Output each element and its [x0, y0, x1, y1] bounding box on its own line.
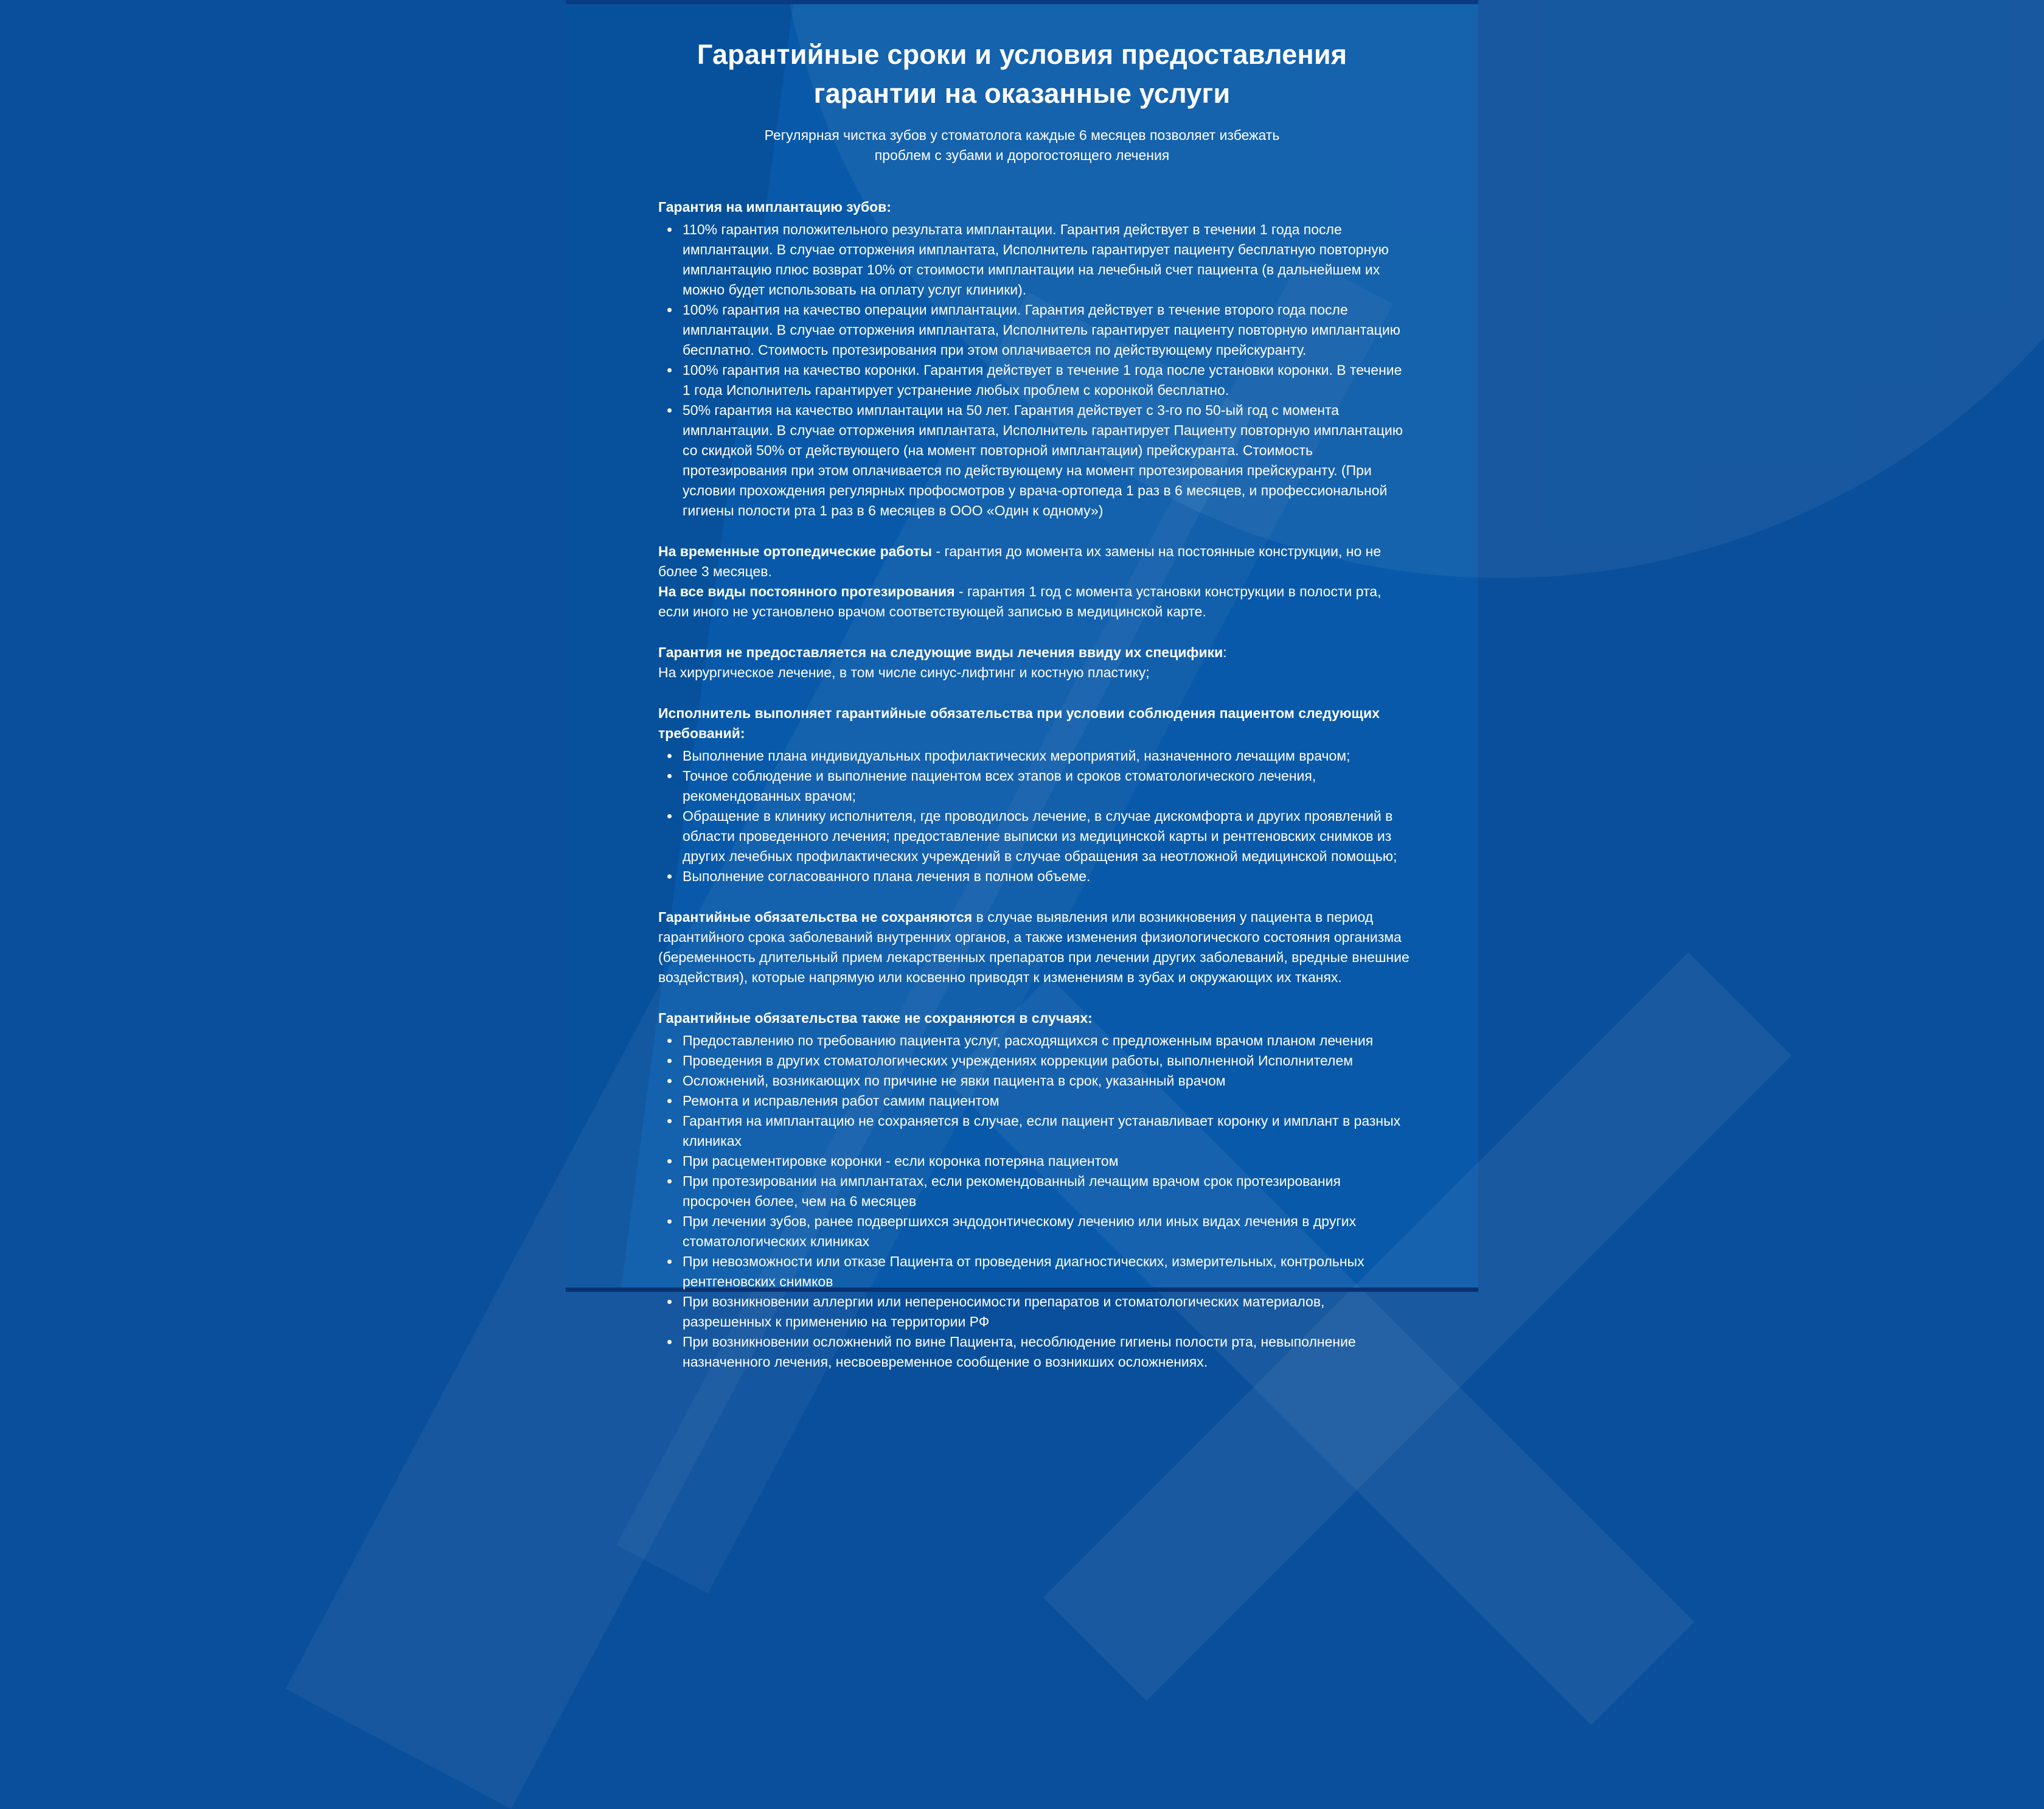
- section-heading-void-cases: Гарантийные обязательства также не сохраняются в случаях:: [658, 1010, 1093, 1026]
- list-item: При протезировании на имплантатах, если рекомендованный лечащим врачом срок протезирования просрочен более, чем на 6 месяцев: [658, 1171, 1411, 1211]
- list-item: 100% гарантия на качество операции имплантации. Гарантия действует в течение второго года после имплантации. В случае отторжения имплантата, Исполнитель гарантирует пациенту повторную имплантацию бесплатно. Стоимость протезирования при этом оплачивается по действующему прейскуранту.: [658, 300, 1411, 360]
- page-title-line-1: Гарантийные сроки и условия предоставления: [697, 39, 1347, 70]
- temp-ortho-lead: На временные ортопедические работы: [658, 543, 933, 559]
- list-item: 50% гарантия на качество имплантации на 50 лет. Гарантия действует с 3-го по 50-ый год с момента имплантации. В случае отторжения имплантата, Исполнитель гарантирует Пациенту повторную имплантацию со скидкой 50% от действующего (на момент повторной имплантации) прейскуранта. Стоимость протезирования при этом оплачивается по действующему на момент протезирования прейскуранту. (При условии прохождения регулярных профосмотров у врача-ортопеда 1 раз в 6 месяцев, и профессиональной гигиены полости рта 1 раз в 6 месяцев в ООО «Один к одному»): [658, 400, 1411, 521]
- list-item: Точное соблюдение и выполнение пациентом всех этапов и сроков стоматологического лечения, рекомендованных врачом;: [658, 766, 1411, 806]
- list-item: При невозможности или отказе Пациента от проведения диагностических, измерительных, контрольных рентгеновских снимков: [658, 1252, 1411, 1292]
- no-warranty-text: На хирургическое лечение, в том числе синус-лифтинг и костную пластику;: [658, 664, 1150, 680]
- permanent-prosthetics-paragraph: [658, 582, 1411, 622]
- warranty-terms-document: [566, 0, 1478, 1370]
- list-item: 100% гарантия на качество коронки. Гарантия действует в течение 1 года после установки коронки. В течение 1 года Исполнитель гарантирует устранение любых проблем с коронкой бесплатно.: [658, 360, 1411, 400]
- list-item: Обращение в клинику исполнителя, где проводилось лечение, в случае дискомфорта и других проявлений в области проведенного лечения; предоставление выписки из медицинской карты и рентгеновских снимков из других лечебных профилактических учреждений в случае обращения за неотложной медицинской помощью;: [658, 806, 1411, 866]
- void-warranty-lead: Гарантийные обязательства не сохраняются: [658, 909, 973, 925]
- list-item: При возникновении осложнений по вине Пациента, несоблюдение гигиены полости рта, невыполнение назначенного лечения, несвоевременное сообщение о возникших осложнениях.: [658, 1332, 1411, 1372]
- permanent-prosthetics-lead: На все виды постоянного протезирования: [658, 584, 955, 599]
- void-warranty-paragraph: [658, 907, 1411, 988]
- page-title-line-2: гарантии на оказанные услуги: [813, 78, 1231, 109]
- page-subtitle: [566, 125, 1478, 166]
- temp-ortho-paragraph: [658, 542, 1411, 582]
- list-item: Предоставлению по требованию пациента услуг, расходящихся с предложенным врачом планом лечения: [658, 1031, 1411, 1051]
- list-item: Проведения в других стоматологических учреждениях коррекции работы, выполненной Исполнителем: [658, 1051, 1411, 1071]
- list-item: Гарантия на имплантацию не сохраняется в случае, если пациент устанавливает коронку и имплант в разных клиниках: [658, 1111, 1411, 1151]
- temp-ortho-text: - гарантия до момента их замены на постоянные конструкции, но не более 3 месяцев.: [658, 543, 1382, 579]
- list-item: Выполнение плана индивидуальных профилактических мероприятий, назначенного лечащим врачом;: [658, 746, 1411, 766]
- implant-warranty-list: [658, 220, 1411, 521]
- list-item: 110% гарантия положительного результата имплантации. Гарантия действует в течении 1 года после имплантации. В случае отторжения имплантата, Исполнитель гарантирует пациенту бесплатную повторную имплантацию плюс возврат 10% от стоимости имплантации на лечебный счет пациента (в дальнейшем их можно будет использовать на оплату услуг клиники).: [658, 220, 1411, 300]
- no-warranty-heading-colon: :: [1223, 644, 1227, 660]
- page-subtitle-line-2: проблем с зубами и дорогостоящего лечения: [874, 147, 1170, 163]
- section-heading-implant-warranty: Гарантия на имплантацию зубов:: [658, 199, 891, 215]
- list-item: При расцементировке коронки - если коронка потеряна пациентом: [658, 1151, 1411, 1171]
- void-warranty-text: в случае выявления или возникновения у пациента в период гарантийного срока заболеваний внутренних органов, а также изменения физиологического состояния организма (беременность длительный прием лекарственных препаратов при лечении других заболеваний, вредные внешние воздействия), которые напрямую или косвенно приводят к изменениям в зубах и окружающих их тканях.: [658, 909, 1410, 985]
- document-header: [566, 35, 1478, 166]
- permanent-prosthetics-text: - гарантия 1 год с момента установки конструкции в полости рта, если иного не установлено врачом соответствующей записью в медицинской карте.: [658, 584, 1382, 619]
- conditions-list: [658, 746, 1411, 887]
- list-item: При лечении зубов, ранее подвергшихся эндодонтическому лечению или иных видах лечения в других стоматологических клиниках: [658, 1211, 1411, 1252]
- section-heading-no-warranty: [658, 643, 1411, 663]
- document-content: [566, 0, 1478, 1370]
- page-title: [566, 35, 1478, 113]
- void-cases-list: [658, 1031, 1411, 1372]
- section-heading-conditions: Исполнитель выполняет гарантийные обязательства при условии соблюдения пациентом следующих требований:: [658, 705, 1380, 741]
- no-warranty-heading-bold: Гарантия не предоставляется на следующие виды лечения ввиду их специфики: [658, 644, 1223, 660]
- page-subtitle-line-1: Регулярная чистка зубов у стоматолога каждые 6 месяцев позволяет избежать: [764, 127, 1280, 143]
- list-item: Осложнений, возникающих по причине не явки пациента в срок, указанный врачом: [658, 1071, 1411, 1091]
- list-item: При возникновении аллергии или непереносимости препаратов и стоматологических материалов, разрешенных к применению на территории РФ: [658, 1292, 1411, 1332]
- list-item: Ремонта и исправления работ самим пациентом: [658, 1091, 1411, 1111]
- list-item: Выполнение согласованного плана лечения в полном объеме.: [658, 866, 1411, 887]
